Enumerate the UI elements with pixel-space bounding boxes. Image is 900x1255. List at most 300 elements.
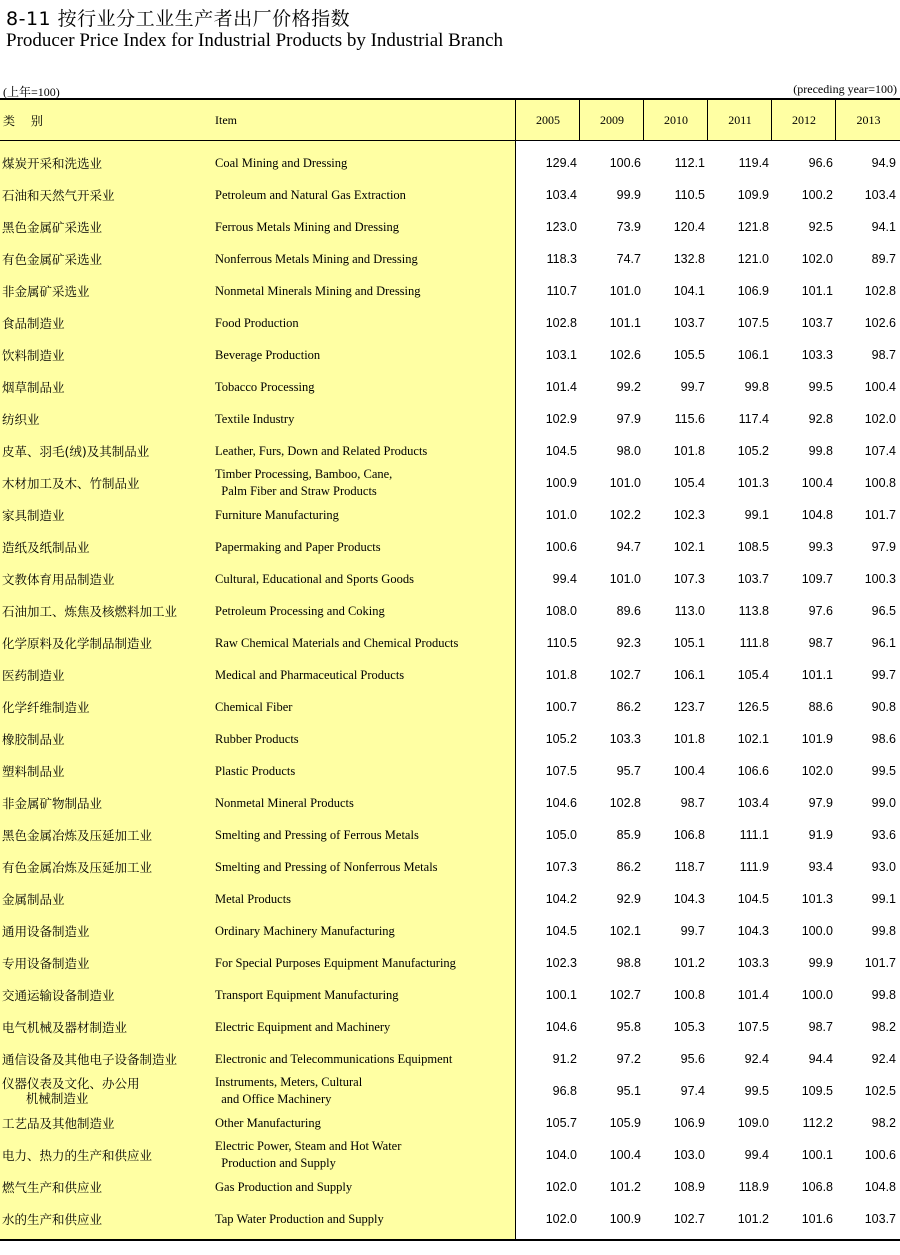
header-item: Item <box>215 113 237 127</box>
row-label-cn <box>2 531 207 563</box>
row-label-en-text: Timber Processing, Bamboo, Cane, Palm Fiber and Straw Products <box>215 467 393 498</box>
row-label-en <box>215 1139 510 1171</box>
value-cell: 107.4 <box>864 444 896 458</box>
value-cell: 112.2 <box>802 1116 833 1130</box>
row-label-en-text: Gas Production and Supply <box>215 1179 353 1194</box>
table-header <box>0 100 900 141</box>
row-label-en <box>215 915 510 947</box>
row-label-cn-text: 饮料制造业 <box>2 347 65 363</box>
value-cell: 107.5 <box>737 1020 769 1034</box>
table-row <box>0 819 900 851</box>
row-label-en <box>215 179 510 211</box>
value-cell: 108.0 <box>545 604 577 618</box>
row-label-cn-text: 黑色金属矿采选业 <box>2 219 103 235</box>
row-label-cn-text: 医药制造业 <box>2 667 65 683</box>
row-label-en <box>215 1011 510 1043</box>
value-cell: 111.9 <box>739 860 769 874</box>
value-cell: 99.7 <box>871 668 896 682</box>
value-cell: 104.5 <box>545 924 577 938</box>
row-label-cn-text: 通信设备及其他电子设备制造业 <box>2 1051 178 1067</box>
value-cell: 101.2 <box>609 1180 641 1194</box>
table-row <box>0 1171 900 1203</box>
value-cell: 97.9 <box>808 796 833 810</box>
value-cell: 118.9 <box>738 1180 769 1194</box>
row-label-cn <box>2 979 207 1011</box>
row-label-cn <box>2 339 207 371</box>
value-cell: 100.9 <box>545 476 577 490</box>
value-cell: 99.7 <box>680 380 705 394</box>
value-cell: 108.5 <box>737 540 769 554</box>
table-row <box>0 499 900 531</box>
row-label-cn <box>2 1171 207 1203</box>
value-cell: 101.4 <box>737 988 769 1002</box>
row-label-en-text: Smelting and Pressing of Nonferrous Metals <box>215 859 438 874</box>
row-label-en <box>215 147 510 179</box>
row-label-en-text: Beverage Production <box>215 347 321 362</box>
row-label-en <box>215 787 510 819</box>
value-cell: 109.7 <box>801 572 833 586</box>
row-label-en <box>215 595 510 627</box>
table-row <box>0 723 900 755</box>
value-cell: 106.9 <box>673 1116 705 1130</box>
value-cell: 104.0 <box>545 1148 577 1162</box>
value-cell: 98.2 <box>871 1020 896 1034</box>
value-cell: 91.9 <box>808 828 833 842</box>
value-cell: 100.0 <box>801 988 833 1002</box>
value-cell: 106.8 <box>801 1180 833 1194</box>
row-label-cn <box>2 403 207 435</box>
value-cell: 100.0 <box>801 924 833 938</box>
value-cell: 96.1 <box>871 636 896 650</box>
value-cell: 100.7 <box>545 700 577 714</box>
row-label-en <box>215 467 510 499</box>
value-cell: 104.3 <box>737 924 769 938</box>
row-label-en-text: Plastic Products <box>215 763 296 778</box>
value-cell: 104.2 <box>545 892 577 906</box>
row-label-en-text: Raw Chemical Materials and Chemical Products <box>215 635 459 650</box>
value-cell: 96.5 <box>871 604 896 618</box>
value-cell: 106.1 <box>737 348 769 362</box>
row-label-en <box>215 723 510 755</box>
row-label-en-text: Coal Mining and Dressing <box>215 155 348 170</box>
table-row <box>0 627 900 659</box>
value-cell: 86.2 <box>616 700 641 714</box>
value-cell: 105.9 <box>609 1116 641 1130</box>
value-cell: 100.8 <box>864 476 896 490</box>
row-label-cn-text: 石油加工、炼焦及核燃料加工业 <box>2 603 178 619</box>
table-row <box>0 787 900 819</box>
value-cell: 102.7 <box>673 1212 705 1226</box>
header-year: 2011 <box>707 100 772 140</box>
value-cell: 102.0 <box>801 764 833 778</box>
row-label-en <box>215 243 510 275</box>
row-label-cn-text: 化学纤维制造业 <box>2 699 90 715</box>
row-label-en <box>215 755 510 787</box>
unit-note-en: (preceding year=100) <box>793 82 897 96</box>
value-cell: 132.8 <box>673 252 705 266</box>
value-cell: 111.8 <box>739 636 769 650</box>
row-label-cn <box>2 883 207 915</box>
value-cell: 123.0 <box>545 220 577 234</box>
value-cell: 104.6 <box>545 796 577 810</box>
value-cell: 105.4 <box>673 476 705 490</box>
row-label-en <box>215 403 510 435</box>
row-label-en-text: Metal Products <box>215 891 292 906</box>
value-cell: 103.4 <box>864 188 896 202</box>
row-label-cn-text: 化学原料及化学制品制造业 <box>2 635 153 651</box>
row-label-en-text: Textile Industry <box>215 411 295 426</box>
header-year: 2010 <box>643 100 708 140</box>
row-label-en <box>215 211 510 243</box>
row-label-cn-text: 皮革、羽毛(绒)及其制品业 <box>2 443 150 459</box>
row-label-cn-text: 造纸及纸制品业 <box>2 539 90 555</box>
value-cell: 98.7 <box>808 636 833 650</box>
value-cell: 121.8 <box>737 220 769 234</box>
value-cell: 74.7 <box>616 252 641 266</box>
value-cell: 97.9 <box>871 540 896 554</box>
row-label-en-text: Nonferrous Metals Mining and Dressing <box>215 251 418 266</box>
value-cell: 101.0 <box>609 476 641 490</box>
value-cell: 102.0 <box>801 252 833 266</box>
row-label-cn-text: 非金属矿物制品业 <box>2 795 103 811</box>
row-label-cn-text: 木材加工及木、竹制品业 <box>2 475 140 491</box>
value-cell: 99.4 <box>744 1148 769 1162</box>
row-label-cn-text: 工艺品及其他制造业 <box>2 1115 115 1131</box>
row-label-en <box>215 371 510 403</box>
value-cell: 101.3 <box>737 476 769 490</box>
value-cell: 89.7 <box>871 252 896 266</box>
column-divider <box>515 100 516 1239</box>
value-cell: 113.8 <box>738 604 769 618</box>
value-cell: 100.6 <box>545 540 577 554</box>
value-cell: 96.8 <box>552 1084 577 1098</box>
value-cell: 102.0 <box>545 1212 577 1226</box>
value-cell: 99.8 <box>808 444 833 458</box>
row-label-en-text: Transport Equipment Manufacturing <box>215 987 399 1002</box>
value-cell: 102.3 <box>545 956 577 970</box>
value-cell: 103.7 <box>737 572 769 586</box>
value-cell: 73.9 <box>616 220 641 234</box>
table-row <box>0 659 900 691</box>
row-label-en <box>215 1203 510 1235</box>
row-label-cn <box>2 723 207 755</box>
value-cell: 93.4 <box>808 860 833 874</box>
value-cell: 92.9 <box>616 892 641 906</box>
value-cell: 100.9 <box>609 1212 641 1226</box>
value-cell: 95.1 <box>616 1084 641 1098</box>
value-cell: 121.0 <box>737 252 769 266</box>
row-label-cn-text: 专用设备制造业 <box>2 955 90 971</box>
value-cell: 101.0 <box>609 284 641 298</box>
value-cell: 102.0 <box>864 412 896 426</box>
value-cell: 98.0 <box>616 444 641 458</box>
value-cell: 98.7 <box>871 348 896 362</box>
value-cell: 100.6 <box>864 1148 896 1162</box>
value-cell: 97.2 <box>616 1052 641 1066</box>
value-cell: 98.7 <box>808 1020 833 1034</box>
value-cell: 109.9 <box>737 188 769 202</box>
row-label-en <box>215 1075 510 1107</box>
row-label-en <box>215 275 510 307</box>
row-label-cn <box>2 851 207 883</box>
value-cell: 109.5 <box>801 1084 833 1098</box>
row-label-en-text: Tap Water Production and Supply <box>215 1211 384 1226</box>
value-cell: 99.5 <box>744 1084 769 1098</box>
value-cell: 101.2 <box>673 956 705 970</box>
value-cell: 105.4 <box>737 668 769 682</box>
table-row <box>0 595 900 627</box>
row-label-cn <box>2 211 207 243</box>
row-label-en <box>215 435 510 467</box>
value-cell: 101.7 <box>864 508 896 522</box>
row-label-en <box>215 1107 510 1139</box>
value-cell: 101.6 <box>801 1212 833 1226</box>
value-cell: 102.1 <box>609 924 641 938</box>
value-cell: 104.5 <box>737 892 769 906</box>
row-label-en-text: Electronic and Telecommunications Equipment <box>215 1051 453 1066</box>
value-cell: 103.4 <box>737 796 769 810</box>
value-cell: 95.8 <box>616 1020 641 1034</box>
row-label-en <box>215 947 510 979</box>
value-cell: 85.9 <box>616 828 641 842</box>
table-row <box>0 147 900 179</box>
table-row <box>0 563 900 595</box>
value-cell: 102.8 <box>545 316 577 330</box>
row-label-en-text: Electric Equipment and Machinery <box>215 1019 391 1034</box>
table-row <box>0 179 900 211</box>
row-label-en-text: For Special Purposes Equipment Manufacturing <box>215 955 456 970</box>
table-row <box>0 403 900 435</box>
value-cell: 105.1 <box>673 636 705 650</box>
row-label-cn-text: 电力、热力的生产和供应业 <box>2 1147 153 1163</box>
value-cell: 99.7 <box>680 924 705 938</box>
value-cell: 102.9 <box>545 412 577 426</box>
table-body <box>0 141 900 1239</box>
row-label-en-text: Other Manufacturing <box>215 1115 321 1130</box>
table-row <box>0 1075 900 1107</box>
row-label-cn-text: 燃气生产和供应业 <box>2 1179 103 1195</box>
value-cell: 105.0 <box>545 828 577 842</box>
row-label-en-text: Food Production <box>215 315 299 330</box>
value-cell: 118.3 <box>546 252 577 266</box>
value-cell: 106.8 <box>673 828 705 842</box>
value-cell: 99.1 <box>744 508 769 522</box>
table-row <box>0 243 900 275</box>
value-cell: 111.1 <box>739 828 769 842</box>
value-cell: 101.4 <box>545 380 577 394</box>
row-label-cn <box>2 947 207 979</box>
value-cell: 105.2 <box>545 732 577 746</box>
value-cell: 101.8 <box>673 732 705 746</box>
value-cell: 100.1 <box>801 1148 833 1162</box>
value-cell: 104.5 <box>545 444 577 458</box>
row-label-cn-text: 家具制造业 <box>2 507 65 523</box>
value-cell: 115.6 <box>674 412 705 426</box>
value-cell: 101.8 <box>673 444 705 458</box>
table-row <box>0 1203 900 1235</box>
value-cell: 101.1 <box>801 284 833 298</box>
value-cell: 101.1 <box>609 316 641 330</box>
row-label-en-text: Petroleum and Natural Gas Extraction <box>215 187 406 202</box>
value-cell: 105.2 <box>737 444 769 458</box>
value-cell: 90.8 <box>871 700 896 714</box>
value-cell: 93.6 <box>871 828 896 842</box>
value-cell: 120.4 <box>673 220 705 234</box>
row-label-en-text: Smelting and Pressing of Ferrous Metals <box>215 827 419 842</box>
value-cell: 96.6 <box>808 156 833 170</box>
value-cell: 91.2 <box>552 1052 577 1066</box>
value-cell: 94.4 <box>808 1052 833 1066</box>
row-label-cn-text: 通用设备制造业 <box>2 923 90 939</box>
value-cell: 101.8 <box>545 668 577 682</box>
row-label-cn <box>2 563 207 595</box>
value-cell: 101.7 <box>864 956 896 970</box>
row-label-cn <box>2 627 207 659</box>
row-label-cn-text: 非金属矿采选业 <box>2 283 90 299</box>
row-label-cn <box>2 147 207 179</box>
value-cell: 109.0 <box>737 1116 769 1130</box>
value-cell: 100.3 <box>864 572 896 586</box>
value-cell: 102.5 <box>864 1084 896 1098</box>
table-row <box>0 851 900 883</box>
value-cell: 102.8 <box>609 796 641 810</box>
table-row <box>0 947 900 979</box>
table-row <box>0 371 900 403</box>
row-label-cn-text: 纺织业 <box>2 411 40 427</box>
value-cell: 102.1 <box>673 540 705 554</box>
value-cell: 100.8 <box>673 988 705 1002</box>
header-year: 2013 <box>835 100 900 140</box>
row-label-en <box>215 339 510 371</box>
page-title-en: Producer Price Index for Industrial Products by Industrial Branch <box>6 30 504 51</box>
value-cell: 123.7 <box>673 700 705 714</box>
value-cell: 101.0 <box>609 572 641 586</box>
row-label-en <box>215 883 510 915</box>
table-row <box>0 1043 900 1075</box>
row-label-cn <box>2 915 207 947</box>
row-label-cn-text: 交通运输设备制造业 <box>2 987 115 1003</box>
value-cell: 100.4 <box>609 1148 641 1162</box>
row-label-cn <box>2 499 207 531</box>
value-cell: 99.9 <box>808 956 833 970</box>
row-label-cn-text: 金属制品业 <box>2 891 65 907</box>
table-row <box>0 531 900 563</box>
value-cell: 126.5 <box>737 700 769 714</box>
value-cell: 102.2 <box>609 508 641 522</box>
value-cell: 104.6 <box>545 1020 577 1034</box>
value-cell: 106.1 <box>673 668 705 682</box>
value-cell: 103.7 <box>801 316 833 330</box>
value-cell: 101.1 <box>801 668 833 682</box>
row-label-cn <box>2 755 207 787</box>
page-title-cn: 8-11 按行业分工业生产者出厂价格指数 <box>6 8 351 30</box>
value-cell: 107.5 <box>737 316 769 330</box>
row-label-en-text: Nonmetal Mineral Products <box>215 795 354 810</box>
row-label-cn <box>2 1203 207 1235</box>
value-cell: 100.4 <box>864 380 896 394</box>
value-cell: 107.3 <box>673 572 705 586</box>
row-label-en <box>215 627 510 659</box>
header-year: 2005 <box>515 100 580 140</box>
value-cell: 103.3 <box>609 732 641 746</box>
header-year: 2009 <box>579 100 644 140</box>
row-label-en-text: Medical and Pharmaceutical Products <box>215 667 405 682</box>
value-cell: 100.4 <box>801 476 833 490</box>
row-label-cn-text: 石油和天然气开采业 <box>2 187 115 203</box>
row-label-cn <box>2 659 207 691</box>
value-cell: 113.0 <box>674 604 705 618</box>
value-cell: 107.5 <box>545 764 577 778</box>
value-cell: 100.4 <box>673 764 705 778</box>
table-row <box>0 467 900 499</box>
row-label-cn <box>2 787 207 819</box>
value-cell: 102.7 <box>609 668 641 682</box>
table-row <box>0 435 900 467</box>
value-cell: 92.8 <box>808 412 833 426</box>
row-label-cn-text: 电气机械及器材制造业 <box>2 1019 128 1035</box>
value-cell: 100.2 <box>801 188 833 202</box>
value-cell: 94.9 <box>871 156 896 170</box>
row-label-en <box>215 531 510 563</box>
value-cell: 106.9 <box>737 284 769 298</box>
row-label-en-text: Leather, Furs, Down and Related Products <box>215 443 428 458</box>
row-label-cn <box>2 1043 207 1075</box>
row-label-en-text: Electric Power, Steam and Hot Water Production and Supply <box>215 1139 402 1170</box>
value-cell: 99.5 <box>871 764 896 778</box>
table-row <box>0 915 900 947</box>
value-cell: 97.9 <box>616 412 641 426</box>
value-cell: 110.5 <box>674 188 705 202</box>
table-row <box>0 691 900 723</box>
row-label-cn <box>2 1075 207 1107</box>
row-label-en <box>215 1171 510 1203</box>
value-cell: 103.3 <box>737 956 769 970</box>
value-cell: 93.0 <box>871 860 896 874</box>
value-cell: 98.7 <box>680 796 705 810</box>
row-label-cn <box>2 179 207 211</box>
value-cell: 99.8 <box>744 380 769 394</box>
value-cell: 99.0 <box>871 796 896 810</box>
row-label-en <box>215 659 510 691</box>
row-label-en-text: Papermaking and Paper Products <box>215 539 381 554</box>
value-cell: 103.7 <box>864 1212 896 1226</box>
row-label-en-text: Petroleum Processing and Coking <box>215 603 385 618</box>
row-label-cn-text: 烟草制品业 <box>2 379 65 395</box>
value-cell: 104.8 <box>801 508 833 522</box>
value-cell: 102.8 <box>864 284 896 298</box>
row-label-cn <box>2 819 207 851</box>
value-cell: 103.7 <box>673 316 705 330</box>
row-label-cn <box>2 1011 207 1043</box>
table-row <box>0 755 900 787</box>
value-cell: 99.3 <box>808 540 833 554</box>
row-label-cn-text: 橡胶制品业 <box>2 731 65 747</box>
value-cell: 100.1 <box>545 988 577 1002</box>
header-year: 2012 <box>771 100 836 140</box>
value-cell: 108.9 <box>673 1180 705 1194</box>
row-label-en-text: Rubber Products <box>215 731 299 746</box>
value-cell: 110.7 <box>546 284 577 298</box>
value-cell: 102.6 <box>609 348 641 362</box>
value-cell: 98.2 <box>871 1116 896 1130</box>
value-cell: 92.5 <box>808 220 833 234</box>
value-cell: 104.3 <box>673 892 705 906</box>
table-row <box>0 211 900 243</box>
value-cell: 103.0 <box>673 1148 705 1162</box>
row-label-cn-text: 有色金属矿采选业 <box>2 251 103 267</box>
table-row <box>0 339 900 371</box>
value-cell: 105.7 <box>545 1116 577 1130</box>
